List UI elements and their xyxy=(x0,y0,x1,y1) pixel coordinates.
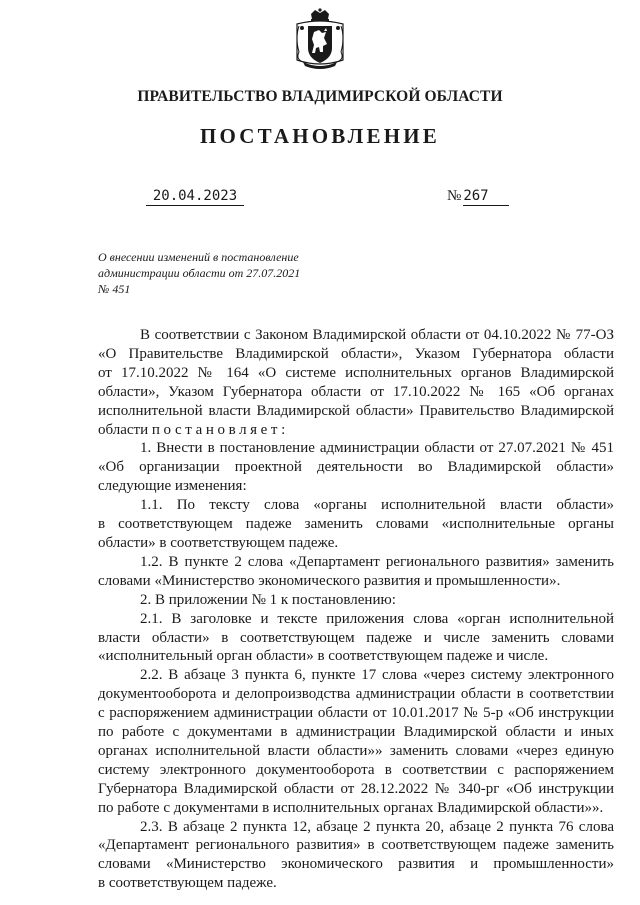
subject-line: № 451 xyxy=(98,282,131,296)
item-2-3-line: словами «Министерство экономического развития и промышленности» xyxy=(98,856,614,873)
intro-line: В соответствии с Законом Владимирской области от 04.10.2022 № 77-ОЗ xyxy=(140,327,614,343)
document-date: 20.04.2023 xyxy=(146,188,244,206)
item-2-1-line: власти области» в соответствующем падеже и числе заменить словами xyxy=(98,629,614,646)
item-1-2-line: словами «Министерство экономического развития и промышленности». xyxy=(98,572,561,589)
number-value: 267 xyxy=(463,188,509,206)
item-1-line: 1. Внести в постановление администрации области от 27.07.2021 № 451 xyxy=(140,440,614,457)
item-2-3-line: 2.3. В абзаце 2 пункта 12, абзаце 2 пункта 20, абзаце 2 пункта 76 слова xyxy=(140,818,614,835)
document-number xyxy=(447,188,509,206)
document-type: ПОСТАНОВЛЕНИЕ xyxy=(199,124,441,148)
coat-of-arms-icon xyxy=(293,8,347,72)
item-1-1-line: области» в соответствующем падеже. xyxy=(98,534,339,551)
item-2-2-line: Губернатора Владимирской области от 28.12.2022 № 340-рг «Об инструкции xyxy=(98,780,614,797)
item-2-2-line: по работе с документами в исполнительных органах Владимирской области»». xyxy=(98,799,604,816)
item-2-2-line: 2.2. В абзаце 3 пункта 6, пункте 17 слова «через систему электронного xyxy=(140,667,614,684)
item-1-line: «Об организации проектной деятельности во Владимирской области» xyxy=(98,459,614,476)
intro-line xyxy=(98,421,614,440)
item-2-2-line: по работе с документами в администрации Владимирской области и иных xyxy=(98,724,614,741)
item-2-1-line: «исполнительный орган области» в соответствующем падеже и числе. xyxy=(98,648,549,665)
item-2-2-line: документооборота и делопроизводства администрации области в соответствии xyxy=(98,686,614,703)
item-1-2-line: 1.2. В пункте 2 слова «Департамент регионального развития» заменить xyxy=(140,553,614,570)
intro-line: «О Правительстве Владимирской области», Указом Губернатора области xyxy=(98,345,614,362)
item-2-2-line: систему электронного документооборота в соответствии с распоряжением xyxy=(98,761,614,778)
item-2-line: 2. В приложении № 1 к постановлению: xyxy=(140,591,396,608)
government-title: ПРАВИТЕЛЬСТВО ВЛАДИМИРСКОЙ ОБЛАСТИ xyxy=(137,88,503,105)
intro-line: области», Указом Губернатора области от 17.10.2022 № 165 «Об органах xyxy=(98,383,614,400)
number-sign: № xyxy=(447,188,462,204)
document-body xyxy=(98,326,614,893)
item-1-line: следующие изменения: xyxy=(98,478,247,495)
item-2-1-line: 2.1. В заголовке и тексте приложения слова «орган исполнительной xyxy=(140,610,614,627)
item-2-3-line: в соответствующем падеже. xyxy=(98,875,277,892)
intro-last-word: области xyxy=(98,421,149,438)
subject-line: О внесении изменений в постановление xyxy=(98,250,299,264)
document-subject xyxy=(98,249,328,297)
item-2-2-line: с распоряжением администрации области от 10.01.2017 № 5-р «Об инструкции xyxy=(98,705,614,722)
postanovlyaet-word: постановляет: xyxy=(151,421,289,438)
intro-line: от 17.10.2022 № 164 «О системе исполнительных органов Владимирской xyxy=(98,364,614,381)
intro-line: исполнительной власти Владимирской области» Правительство Владимирской xyxy=(98,402,614,419)
item-2-3-line: «Департамент регионального развития» в соответствующем падеже заменить xyxy=(98,837,614,854)
item-1-1-line: в соответствующем падеже заменить словами «исполнительные органы xyxy=(98,516,614,533)
item-2-2-line: органах исполнительной власти области»» заменить словами «через единую xyxy=(98,742,614,759)
subject-line: администрации области от 27.07.2021 xyxy=(98,266,301,280)
item-1-1-line: 1.1. По тексту слова «органы исполнительной власти области» xyxy=(140,497,614,514)
